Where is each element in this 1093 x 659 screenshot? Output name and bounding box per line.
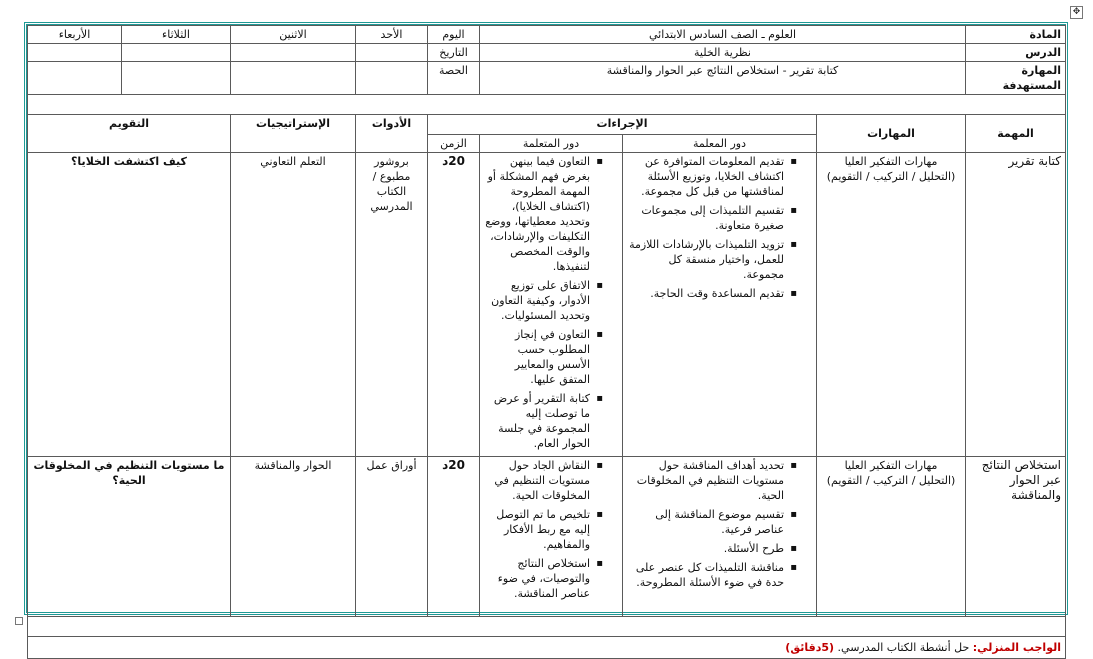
skill-value: كتابة تقرير - استخلاص النتائج عبر الحوار والمناقشة <box>480 62 966 95</box>
list-item: ▪ تقسيم موضوع المناقشة إلى عناصر فرعية. <box>627 507 784 537</box>
col-strategies: الإستراتيجيات <box>231 115 356 153</box>
col-teacher-role: دور المعلمة <box>623 135 817 153</box>
list-item: ▪ التعاون في إنجاز المطلوب حسب الأسس والمعايير المتفق عليها. <box>484 327 590 387</box>
skills-line: مهارات التفكير العليا <box>844 155 938 168</box>
strategy-cell: التعلم التعاوني <box>231 153 356 457</box>
skills-cell <box>817 153 966 457</box>
list-item: ▪ استخلاص النتائج والتوصيات، في ضوء عناصر المناقشة. <box>484 556 590 601</box>
date-label: التاريخ <box>428 44 480 62</box>
subject-label: المادة <box>966 26 1066 44</box>
evaluation-cell: كيف اكتشفت الخلايا؟ <box>28 153 231 457</box>
time-cell: 20د <box>428 457 480 617</box>
col-skills: المهارات <box>817 115 966 153</box>
date-cell-3[interactable] <box>122 44 231 62</box>
col-evaluation: التقويم <box>28 115 231 153</box>
homework-text: حل أنشطة الكتاب المدرسي. <box>837 641 970 654</box>
lesson-value: نظرية الخلية <box>480 44 966 62</box>
list-item: ▪ تقسيم التلميذات إلى مجموعات صغيرة متعاونة. <box>627 203 784 233</box>
table-row <box>28 457 1066 617</box>
date-cell-4[interactable] <box>28 44 122 62</box>
spacer-row <box>28 95 1066 115</box>
period-cell-1[interactable] <box>356 62 428 95</box>
lesson-plan-table <box>27 25 1066 659</box>
list-item: ▪ النقاش الجاد حول مستويات التنظيم في المخلوقات الحية. <box>484 458 590 503</box>
col-procedures: الإجراءات <box>428 115 817 135</box>
date-cell-1[interactable] <box>356 44 428 62</box>
period-label: الحصة <box>428 62 480 95</box>
list-item: ▪ تقديم المعلومات المتوافرة عن اكتشاف الخلايا، وتوزيع الأسئلة لمناقشتها من قبل كل مجموعة. <box>627 154 784 199</box>
strategy-cell: الحوار والمناقشة <box>231 457 356 617</box>
homework-row <box>28 637 1066 659</box>
day-tuesday: الثلاثاء <box>122 26 231 44</box>
col-time: الزمن <box>428 135 480 153</box>
skills-cell <box>817 457 966 617</box>
teacher-role-cell <box>623 153 817 457</box>
list-item: ▪ كتابة التقرير أو عرض ما توصلت إليه المجموعة في جلسة الحوار العام. <box>484 391 590 451</box>
list-item: ▪ الاتفاق على توزيع الأدوار، وكيفية التعاون وتحديد المسئوليات. <box>484 278 590 323</box>
period-cell-2[interactable] <box>231 62 356 95</box>
homework-time: (5دقائق) <box>785 641 835 654</box>
col-tools: الأدوات <box>356 115 428 153</box>
col-task: المهمة <box>966 115 1066 153</box>
teacher-role-cell <box>623 457 817 617</box>
resize-handle-icon[interactable] <box>15 617 23 625</box>
task-cell: استخلاص النتائج عبر الحوار والمناقشة <box>966 457 1066 617</box>
spacer-row <box>28 617 1066 637</box>
day-label: اليوم <box>428 26 480 44</box>
list-item: ▪ مناقشة التلميذات كل عنصر على حدة في ضوء الأسئلة المطروحة. <box>627 560 784 590</box>
tools-cell: بروشور مطبوع / الكتاب المدرسي <box>356 153 428 457</box>
evaluation-cell: ما مستويات التنظيم في المخلوقات الحية؟ <box>28 457 231 617</box>
skills-line: (التحليل / التركيب / التقويم) <box>826 170 956 183</box>
day-sunday: الأحد <box>356 26 428 44</box>
date-cell-2[interactable] <box>231 44 356 62</box>
homework-label: الواجب المنزلي: <box>972 641 1062 654</box>
day-wednesday: الأربعاء <box>28 26 122 44</box>
skills-line: مهارات التفكير العليا <box>844 459 938 472</box>
skills-line: (التحليل / التركيب / التقويم) <box>826 474 956 487</box>
subject-value: العلوم ـ الصف السادس الابتدائي <box>480 26 966 44</box>
list-item: ▪ تزويد التلميذات بالإرشادات اللازمة للعمل، واختيار منسقة كل مجموعة. <box>627 237 784 282</box>
list-item: ▪ التعاون فيما بينهن بغرض فهم المشكلة أو المهمة المطروحة (اكتشاف الخلايا)، وتحديد معطياتها، ووضع التكليفات والإرشادات، والوقت المخصص لتنفيذها. <box>484 154 590 274</box>
lesson-label: الدرس <box>966 44 1066 62</box>
skill-label: المهارة المستهدفة <box>966 62 1066 95</box>
time-cell: 20د <box>428 153 480 457</box>
list-item: ▪ تلخيص ما تم التوصل إليه مع ربط الأفكار والمفاهيم. <box>484 507 590 552</box>
period-cell-4[interactable] <box>28 62 122 95</box>
student-role-cell <box>480 457 623 617</box>
task-cell: كتابة تقرير <box>966 153 1066 457</box>
table-row <box>28 153 1066 457</box>
student-role-cell <box>480 153 623 457</box>
list-item: ▪ تقديم المساعدة وقت الحاجة. <box>627 286 784 301</box>
list-item: ▪ طرح الأسئلة. <box>627 541 784 556</box>
col-student-role: دور المتعلمة <box>480 135 623 153</box>
table-move-handle-icon[interactable]: ✥ <box>1070 6 1083 19</box>
day-monday: الاثنين <box>231 26 356 44</box>
tools-cell: أوراق عمل <box>356 457 428 617</box>
period-cell-3[interactable] <box>122 62 231 95</box>
list-item: ▪ تحديد أهداف المناقشة حول مستويات التنظيم في المخلوقات الحية. <box>627 458 784 503</box>
